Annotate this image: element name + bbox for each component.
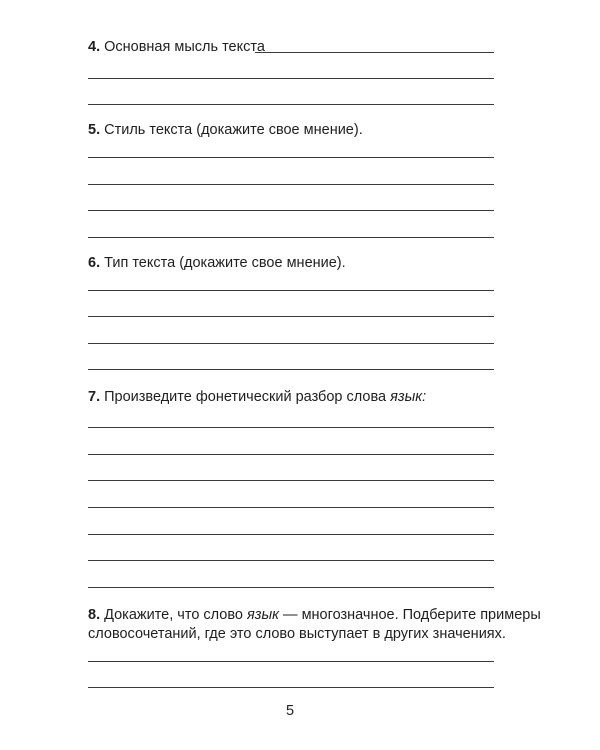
- answer-line[interactable]: [88, 560, 494, 561]
- question-text: Тип текста (докажите свое мнение).: [104, 255, 346, 271]
- question-number: 7.: [88, 389, 101, 405]
- answer-line[interactable]: [88, 507, 494, 508]
- question-text: словосочетаний, где это слово выступает в других значениях.: [88, 626, 506, 642]
- question-number: 6.: [88, 255, 101, 271]
- question-text: Докажите, что слово: [104, 607, 247, 623]
- answer-line[interactable]: [88, 157, 494, 158]
- question-5: [88, 121, 363, 140]
- answer-line[interactable]: [88, 534, 494, 535]
- answer-line[interactable]: [88, 184, 494, 185]
- answer-line[interactable]: [255, 52, 494, 53]
- answer-line[interactable]: [88, 78, 494, 79]
- answer-line[interactable]: [88, 237, 494, 238]
- answer-line[interactable]: [88, 343, 494, 344]
- answer-line[interactable]: [88, 480, 494, 481]
- question-text: Произведите фонетический разбор слова: [104, 389, 391, 405]
- question-8: [88, 606, 541, 625]
- answer-line[interactable]: [88, 687, 494, 688]
- answer-line[interactable]: [88, 587, 494, 588]
- question-8-line-2: [88, 625, 506, 644]
- answer-line[interactable]: [88, 369, 494, 370]
- question-text: Стиль текста (докажите свое мнение).: [104, 122, 363, 138]
- answer-line[interactable]: [88, 454, 494, 455]
- question-number: 4.: [88, 39, 101, 55]
- question-text: Основная мысль текста: [104, 39, 265, 55]
- question-6: [88, 254, 346, 273]
- question-text-continued: — многозначное. Подберите примеры: [279, 607, 541, 623]
- answer-line[interactable]: [88, 661, 494, 662]
- answer-line[interactable]: [88, 427, 494, 428]
- question-7: [88, 388, 426, 407]
- question-number: 8.: [88, 607, 101, 623]
- answer-line[interactable]: [88, 104, 494, 105]
- page-number: 5: [285, 703, 295, 719]
- question-italic-word: язык:: [390, 389, 427, 405]
- answer-line[interactable]: [88, 210, 494, 211]
- answer-line[interactable]: [88, 316, 494, 317]
- answer-line[interactable]: [88, 290, 494, 291]
- question-number: 5.: [88, 122, 101, 138]
- question-italic-word: язык: [247, 607, 280, 623]
- question-4: [88, 38, 265, 57]
